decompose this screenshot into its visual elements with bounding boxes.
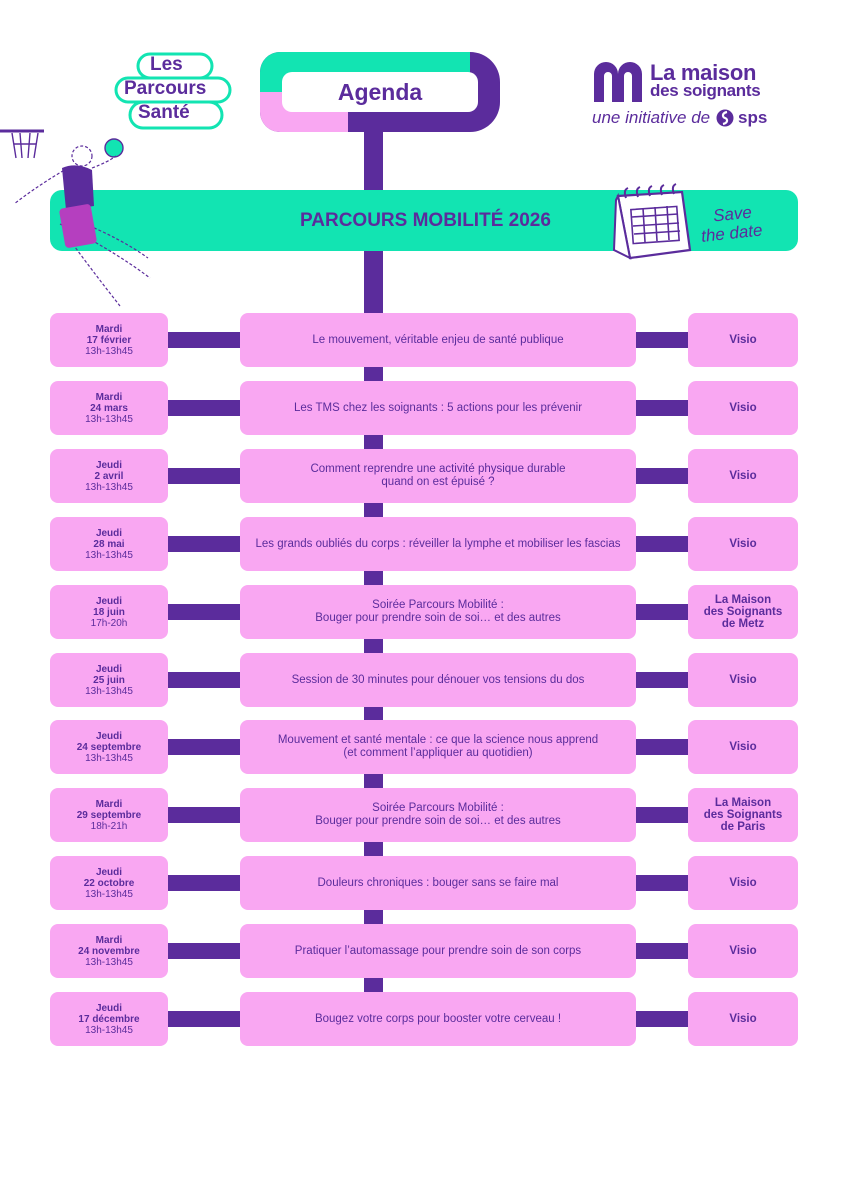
event-date-label: 28 mai [93, 538, 125, 550]
maison-m-icon [590, 58, 646, 104]
event-date [50, 585, 168, 639]
event-location-line: La Maison [714, 797, 772, 809]
event-location-line: des Soignants [703, 606, 783, 618]
event-date-label: 24 mars [90, 402, 128, 414]
event-location [688, 517, 798, 571]
event-day: Jeudi [95, 595, 123, 607]
event-location [688, 720, 798, 774]
event-topic-line: Comment reprendre une activité physique durable [310, 463, 566, 475]
event-row [50, 856, 798, 910]
sps-mark-icon [716, 108, 734, 128]
event-location [688, 313, 798, 367]
event-topic-line: Mouvement et santé mentale : ce que la science nous apprend [277, 734, 599, 746]
event-row [50, 924, 798, 978]
event-topic [240, 788, 636, 842]
event-date-label: 22 octobre [83, 877, 135, 889]
event-date-label: 24 novembre [78, 945, 140, 957]
banner-title: PARCOURS MOBILITÉ 2026 [300, 210, 551, 231]
row-connector-left [168, 400, 242, 416]
logo-line-1: Les [150, 54, 183, 75]
logo-name-line-1: La maison [650, 60, 757, 85]
event-topic [240, 313, 636, 367]
event-location-line: Visio [729, 538, 757, 550]
event-location-line: Visio [729, 470, 757, 482]
row-connector-right [634, 468, 690, 484]
row-connector-left [168, 468, 242, 484]
row-connector-left [168, 875, 242, 891]
row-connector-right [634, 807, 690, 823]
event-location [688, 653, 798, 707]
row-connector-right [634, 672, 690, 688]
event-topic-line: (et comment l’appliquer au quotidien) [343, 747, 533, 759]
event-location [688, 924, 798, 978]
event-topic-line: Bouger pour prendre soin de soi… et des autres [315, 612, 561, 624]
row-connector-right [634, 1011, 690, 1027]
logo-line-2: Parcours [124, 78, 207, 99]
event-topic-line: Les grands oubliés du corps : réveiller la lymphe et mobiliser les fascias [255, 537, 621, 550]
save-the-date [700, 202, 764, 246]
event-location-line: La Maison [714, 594, 772, 606]
event-date [50, 313, 168, 367]
event-date [50, 856, 168, 910]
row-connector-right [634, 943, 690, 959]
event-location-line: des Soignants [703, 809, 783, 821]
event-topic [240, 653, 636, 707]
event-location-line: de Metz [721, 618, 765, 630]
event-date-label: 29 septembre [76, 809, 142, 821]
event-location-line: de Paris [720, 821, 766, 833]
les-parcours-sante-logo [112, 52, 234, 134]
event-row [50, 381, 798, 435]
event-location-line: Visio [729, 877, 757, 889]
event-location-line: Visio [729, 741, 757, 753]
event-topic [240, 992, 636, 1046]
event-date-label: 2 avril [94, 470, 124, 482]
event-date [50, 381, 168, 435]
row-connector-right [634, 332, 690, 348]
event-topic-line: Bougez votre corps pour booster votre cerveau ! [314, 1012, 562, 1025]
event-location [688, 381, 798, 435]
event-topic [240, 720, 636, 774]
event-location-line: Visio [729, 945, 757, 957]
event-topic-line: Douleurs chroniques : bouger sans se faire mal [317, 876, 559, 889]
event-date [50, 449, 168, 503]
event-topic-line: Pratiquer l’automassage pour prendre soin de son corps [294, 944, 582, 957]
event-location [688, 449, 798, 503]
event-topic-line: Session de 30 minutes pour dénouer vos tensions du dos [291, 673, 585, 686]
calendar-icon [610, 180, 696, 266]
event-time: 13h-13h45 [85, 549, 133, 561]
event-location-line: Visio [729, 1013, 757, 1025]
event-location [688, 788, 798, 842]
row-connector-right [634, 604, 690, 620]
event-topic [240, 381, 636, 435]
event-location-line: Visio [729, 334, 757, 346]
event-row [50, 788, 798, 842]
event-row [50, 653, 798, 707]
event-row [50, 313, 798, 367]
event-time: 13h-13h45 [85, 413, 133, 425]
event-date [50, 653, 168, 707]
event-date [50, 924, 168, 978]
event-date [50, 720, 168, 774]
event-topic [240, 449, 636, 503]
event-day: Mardi [95, 323, 123, 335]
event-topic [240, 856, 636, 910]
logo-name-line-2: des soignants [650, 81, 761, 100]
row-connector-right [634, 536, 690, 552]
event-day: Jeudi [95, 866, 123, 878]
event-row [50, 992, 798, 1046]
event-location [688, 992, 798, 1046]
event-time: 13h-13h45 [85, 481, 133, 493]
event-row [50, 720, 798, 774]
event-day: Jeudi [95, 527, 123, 539]
event-day: Jeudi [95, 459, 123, 471]
event-time: 13h-13h45 [85, 888, 133, 900]
logo-line-3: Santé [138, 102, 190, 123]
event-date-label: 17 février [86, 334, 132, 346]
maison-des-soignants-logo [588, 58, 788, 134]
row-connector-left [168, 1011, 242, 1027]
event-date [50, 992, 168, 1046]
event-time: 13h-13h45 [85, 685, 133, 697]
event-day: Jeudi [95, 1002, 123, 1014]
row-connector-left [168, 536, 242, 552]
event-day: Jeudi [95, 663, 123, 675]
logo-tagline: une initiative de [592, 108, 711, 127]
row-connector-left [168, 604, 242, 620]
event-date-label: 17 décembre [78, 1013, 140, 1025]
row-connector-left [168, 807, 242, 823]
event-location [688, 856, 798, 910]
event-topic [240, 924, 636, 978]
event-time: 13h-13h45 [85, 752, 133, 764]
event-time: 13h-13h45 [85, 1024, 133, 1036]
logo-brand: sps [738, 108, 768, 127]
event-row [50, 585, 798, 639]
event-day: Jeudi [95, 730, 123, 742]
save-the-date-line-2: the date [700, 220, 764, 246]
event-topic-line: quand on est épuisé ? [381, 476, 495, 488]
event-row [50, 517, 798, 571]
event-day: Mardi [95, 934, 123, 946]
row-connector-left [168, 332, 242, 348]
event-topic-line: Le mouvement, véritable enjeu de santé publique [312, 333, 564, 346]
row-connector-right [634, 400, 690, 416]
event-topic-line: Les TMS chez les soignants : 5 actions pour les prévenir [293, 401, 583, 414]
event-time: 13h-13h45 [85, 345, 133, 357]
event-time: 13h-13h45 [85, 956, 133, 968]
event-topic [240, 517, 636, 571]
row-connector-left [168, 672, 242, 688]
row-connector-right [634, 739, 690, 755]
event-topic-line: Soirée Parcours Mobilité : [372, 802, 504, 814]
event-location [688, 585, 798, 639]
event-date-label: 25 juin [93, 674, 125, 686]
page-title: Agenda [282, 72, 478, 112]
event-date-label: 24 septembre [76, 741, 142, 753]
event-topic-line: Soirée Parcours Mobilité : [372, 599, 504, 611]
event-date [50, 788, 168, 842]
row-connector-left [168, 739, 242, 755]
save-the-date-line-1: Save [712, 202, 753, 226]
event-topic-line: Bouger pour prendre soin de soi… et des autres [315, 815, 561, 827]
event-date [50, 517, 168, 571]
event-time: 17h-20h [90, 617, 128, 629]
row-connector-left [168, 943, 242, 959]
event-day: Mardi [95, 798, 123, 810]
row-connector-right [634, 875, 690, 891]
event-row [50, 449, 798, 503]
event-topic [240, 585, 636, 639]
basketball-player-illustration [0, 128, 170, 308]
event-location-line: Visio [729, 674, 757, 686]
event-location-line: Visio [729, 402, 757, 414]
event-time: 18h-21h [90, 820, 128, 832]
event-date-label: 18 juin [93, 606, 125, 618]
event-day: Mardi [95, 391, 123, 403]
